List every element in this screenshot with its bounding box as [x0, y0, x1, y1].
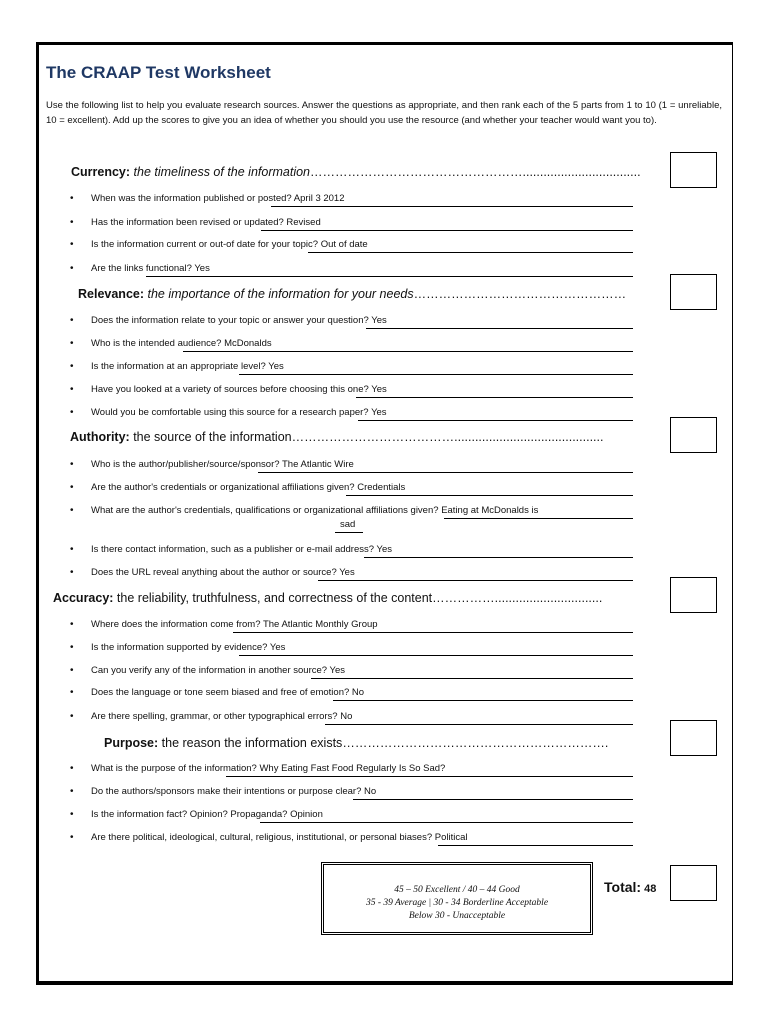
answer-text[interactable]: Yes [194, 263, 210, 274]
answer-text[interactable]: McDonalds [224, 338, 272, 349]
bullet-icon: • [70, 809, 74, 820]
bullet-icon: • [70, 217, 74, 228]
section-name: Purpose: [104, 736, 159, 750]
question-prompt: Are there spelling, grammar, or other typographical errors? [91, 711, 341, 722]
leader-dots: …………………………………………….................................. [310, 165, 641, 179]
bullet-icon: • [70, 786, 74, 797]
question-prompt: Are there political, ideological, cultural, religious, institutional, or personal biases? [91, 832, 435, 843]
bullet-icon: • [70, 459, 74, 470]
answer-underline [183, 351, 633, 352]
question-text [91, 809, 323, 820]
question-text [91, 711, 352, 722]
section-description: the reason the information exists [158, 736, 343, 750]
answer-underline [239, 374, 633, 375]
bullet-icon: • [70, 193, 74, 204]
question-text [91, 459, 354, 470]
question-prompt: Does the URL reveal anything about the author or source? [91, 567, 340, 578]
answer-text[interactable]: Out of date [320, 239, 368, 250]
question-text [91, 832, 468, 843]
question-text [91, 482, 405, 493]
bullet-icon: • [70, 544, 74, 555]
answer-text[interactable]: April 3 2012 [293, 193, 345, 204]
question-prompt: Have you looked at a variety of sources before choosing this one? [91, 384, 372, 395]
answer-text[interactable]: Credentials [357, 482, 406, 493]
question-prompt: What is the purpose of the information? [91, 763, 260, 774]
question-text [91, 786, 376, 797]
question-prompt: Who is the author/publisher/source/sponsor? [91, 459, 282, 470]
question-text [91, 505, 538, 516]
answer-text[interactable]: Yes [269, 642, 286, 653]
bullet-icon: • [70, 711, 74, 722]
question-text [91, 763, 445, 774]
answer-text[interactable]: The Atlantic Wire [282, 459, 354, 470]
question-text [91, 687, 364, 698]
bullet-icon: • [70, 407, 74, 418]
question-prompt: When was the information published or posted? [91, 193, 294, 204]
authority-score-box[interactable] [670, 417, 717, 453]
answer-underline [364, 557, 633, 558]
question-prompt: Is there contact information, such as a publisher or e-mail address? [91, 544, 377, 555]
total-label: Total [604, 879, 637, 895]
answer-underline [438, 845, 633, 846]
question-prompt: Do the authors/sponsors make their intentions or purpose clear? [91, 786, 365, 797]
section-description: the importance of the information for your needs [144, 287, 414, 301]
question-prompt: Are the links functional? [91, 263, 195, 274]
answer-text[interactable]: Opinion [290, 809, 323, 820]
section-description: the source of the information [129, 430, 292, 444]
bullet-icon: • [70, 505, 74, 516]
question-text [91, 361, 284, 372]
bullet-icon: • [70, 763, 74, 774]
answer-underline [261, 230, 633, 231]
purpose-score-box[interactable] [670, 720, 717, 756]
question-text [91, 567, 355, 578]
section-name: Relevance: [78, 287, 145, 301]
accuracy-score-box[interactable] [670, 577, 717, 613]
answer-text-continued[interactable]: sad [340, 519, 356, 530]
question-text [91, 665, 345, 676]
answer-text[interactable]: Political [434, 832, 468, 843]
question-prompt: Does the language or tone seem biased and free of emotion? [91, 687, 352, 698]
answer-underline [353, 799, 633, 800]
bullet-icon: • [70, 482, 74, 493]
question-text [91, 338, 272, 349]
page-title: The CRAAP Test Worksheet [46, 63, 271, 82]
section-description: the reliability, truthfulness, and correctness of the content [113, 591, 433, 605]
answer-text[interactable]: Eating at McDonalds is [441, 505, 539, 516]
answer-text[interactable]: Yes [376, 544, 392, 555]
question-text [91, 315, 387, 326]
question-text [91, 239, 368, 250]
answer-underline [335, 532, 363, 533]
question-prompt: Has the information been revised or updated? [91, 217, 287, 228]
question-prompt: Are the author's credentials or organizational affiliations given? [91, 482, 358, 493]
leader-dots: …………………………………………… [413, 287, 627, 301]
answer-text[interactable]: Yes [268, 361, 284, 372]
answer-underline [308, 252, 633, 253]
section-description: the timeliness of the information [130, 165, 310, 179]
section-name: Authority: [70, 430, 130, 444]
answer-text[interactable]: No [340, 711, 353, 722]
section-accuracy [53, 591, 602, 605]
section-authority [70, 430, 603, 444]
answer-underline [311, 678, 633, 679]
total-score [604, 879, 656, 895]
answer-underline [444, 518, 633, 519]
question-text [91, 544, 392, 555]
bullet-icon: • [70, 642, 74, 653]
question-prompt: Who is the intended audience? [91, 338, 225, 349]
question-prompt: What are the author's credentials, qualifications or organizational affiliations given? [91, 505, 442, 516]
bullet-icon: • [70, 361, 74, 372]
answer-text[interactable]: Yes [339, 567, 355, 578]
answer-underline [325, 724, 633, 725]
question-text [91, 619, 378, 630]
question-prompt: Is the information current or out-of date for your topic? [91, 239, 321, 250]
answer-underline [366, 328, 633, 329]
question-text [91, 193, 345, 204]
section-name: Accuracy: [53, 591, 114, 605]
bullet-icon: • [70, 338, 74, 349]
question-prompt: Does the information relate to your topic or answer your question? [91, 315, 372, 326]
bullet-icon: • [70, 665, 74, 676]
answer-text[interactable]: Revised [286, 217, 321, 228]
answer-underline [226, 776, 633, 777]
bullet-icon: • [70, 567, 74, 578]
answer-underline [346, 495, 633, 496]
total-score-box[interactable] [670, 865, 717, 901]
question-text [91, 263, 210, 274]
question-prompt: Would you be comfortable using this source for a research paper? [91, 407, 372, 418]
question-prompt: Is the information fact? Opinion? Propaganda? [91, 809, 291, 820]
bullet-icon: • [70, 263, 74, 274]
question-prompt: Can you verify any of the information in another source? [91, 665, 330, 676]
question-text [91, 217, 321, 228]
question-prompt: Is the information at an appropriate level? [91, 361, 269, 372]
bullet-icon: • [70, 687, 74, 698]
answer-text[interactable]: The Atlantic Monthly Group [262, 619, 378, 630]
currency-score-box[interactable] [670, 152, 717, 188]
answer-underline [233, 632, 633, 633]
legend-line: 45 – 50 Excellent / 40 – 44 Good [394, 885, 520, 895]
total-colon: : [636, 879, 642, 895]
answer-underline [358, 420, 633, 421]
answer-text[interactable]: No [351, 687, 365, 698]
total-value: 48 [641, 883, 657, 895]
question-prompt: Is the information supported by evidence? [91, 642, 270, 653]
answer-text[interactable]: Yes [371, 407, 387, 418]
answer-underline [239, 655, 633, 656]
bullet-icon: • [70, 832, 74, 843]
section-currency [71, 165, 641, 179]
answer-text[interactable]: Yes [371, 384, 387, 395]
bullet-icon: • [70, 384, 74, 395]
answer-text[interactable]: Why Eating Fast Food Regularly Is So Sad? [259, 763, 446, 774]
section-name: Currency: [71, 165, 131, 179]
answer-text[interactable]: No [364, 786, 377, 797]
question-text [91, 407, 387, 418]
leader-dots: …………………………………........................................... [291, 430, 604, 444]
answer-underline [356, 397, 633, 398]
score-legend [321, 862, 593, 935]
question-text [91, 384, 387, 395]
answer-underline [260, 822, 633, 823]
leader-dots: ……………............................... [432, 591, 603, 605]
leader-dots: ………………………………………………………. [342, 736, 609, 750]
answer-text[interactable]: Yes [371, 315, 387, 326]
relevance-score-box[interactable] [670, 274, 717, 310]
question-text [91, 642, 285, 653]
answer-text[interactable]: Yes [329, 665, 346, 676]
answer-underline [258, 472, 633, 473]
answer-underline [318, 580, 633, 581]
legend-line: 35 - 39 Average | 30 - 34 Borderline Acceptable [365, 898, 549, 908]
bullet-icon: • [70, 315, 74, 326]
bullet-icon: • [70, 239, 74, 250]
legend-line: Below 30 - Unacceptable [408, 911, 506, 921]
answer-underline [146, 276, 633, 277]
question-prompt: Where does the information come from? [91, 619, 263, 630]
bullet-icon: • [70, 619, 74, 630]
section-purpose [104, 736, 608, 750]
answer-underline [271, 206, 633, 207]
section-relevance [78, 287, 626, 301]
answer-underline [333, 700, 633, 701]
instructions: Use the following list to help you evaluate research sources. Answer the questions as appropriate, and then rank each of the 5 parts from 1 to 10 (1 = unreliable, 10 = excellent). Add up the scores to give you an idea of whether you should you use the resource (and whether your teacher would want you to). [46, 100, 722, 126]
